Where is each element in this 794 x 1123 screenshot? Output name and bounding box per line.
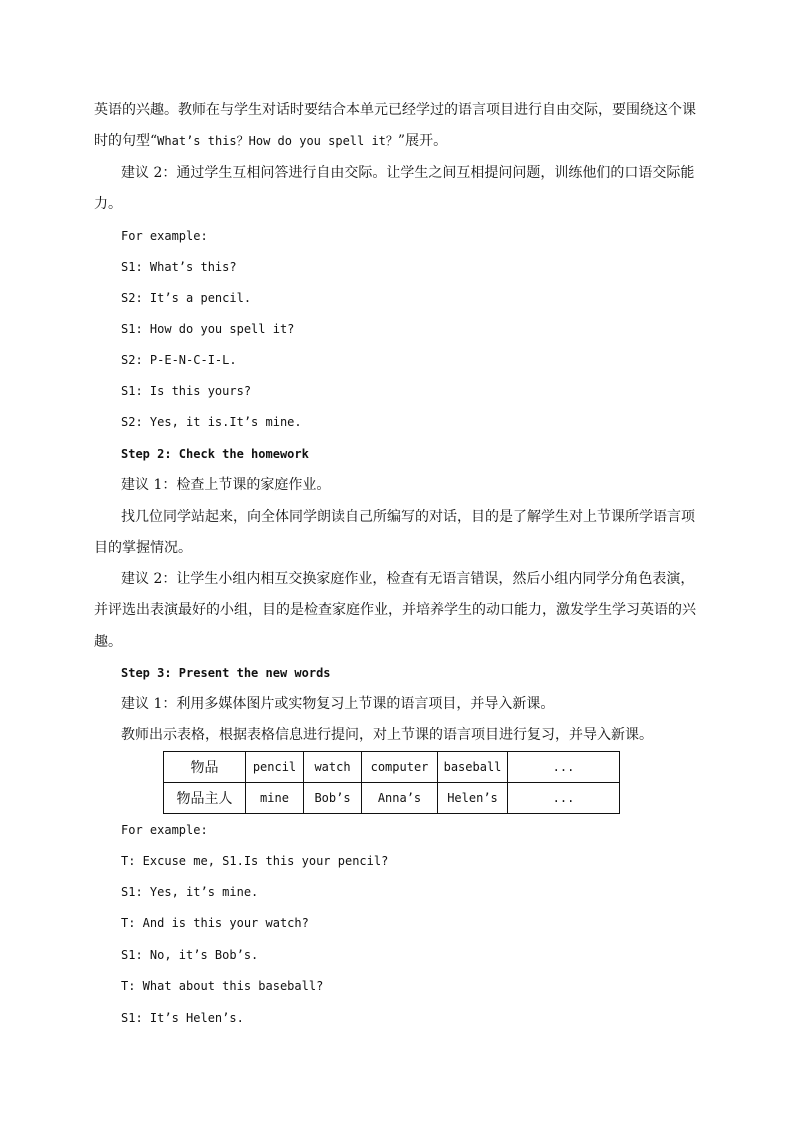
table-cell: ...: [508, 783, 620, 814]
dialogue-line: S1: No, it’s Bob’s.: [121, 948, 259, 962]
sentence-pattern: What’s this？How do you spell it？: [157, 134, 398, 148]
table-row: [164, 752, 620, 783]
example-label: For example:: [121, 229, 208, 243]
step-3-heading: Step 3: Present the new words: [121, 666, 331, 680]
table-cell: Helen’s: [438, 783, 508, 814]
text-run: ”展开。: [397, 133, 448, 149]
paragraph-line: 教师出示表格，根据表格信息进行提问，对上节课的语言项目进行复习，并导入新课。: [121, 727, 653, 743]
paragraph-line: 英语的兴趣。教师在与学生对话时要结合本单元已经学过的语言项目进行自由交际，要围绕这个课: [94, 102, 696, 118]
dialogue-line: S2: Yes, it is.It’s mine.: [121, 415, 302, 429]
table-cell: Anna’s: [362, 783, 438, 814]
paragraph-line: 找几位同学站起来，向全体同学朗读自己所编写的对话，目的是了解学生对上节课所学语言项: [121, 509, 695, 525]
table-cell: watch: [304, 752, 362, 783]
table-cell: mine: [246, 783, 304, 814]
dialogue-line: S2: P-E-N-C-I-L.: [121, 353, 237, 367]
table-cell: Bob’s: [304, 783, 362, 814]
table-cell: computer: [362, 752, 438, 783]
items-owner-table: [163, 751, 620, 814]
suggestion-2-line: 力。: [94, 196, 122, 212]
step-2-heading: Step 2: Check the homework: [121, 447, 309, 461]
table-cell: baseball: [438, 752, 508, 783]
dialogue-line: T: Excuse me, S1.Is this your pencil?: [121, 854, 389, 868]
table-cell: pencil: [246, 752, 304, 783]
dialogue-line: S2: It’s a pencil.: [121, 291, 252, 305]
dialogue-line: T: What about this baseball?: [121, 979, 324, 993]
dialogue-line: S1: Is this yours?: [121, 384, 252, 398]
step-2-suggestion-2: 建议 2：让学生小组内相互交换家庭作业，检查有无语言错误，然后小组内同学分角色表演，: [121, 571, 695, 587]
dialogue-line: T: And is this your watch?: [121, 916, 309, 930]
step-3-suggestion-1: 建议 1：利用多媒体图片或实物复习上节课的语言项目，并导入新课。: [121, 696, 555, 712]
paragraph-line: 趣。: [94, 634, 122, 650]
table-cell: 物品: [164, 752, 246, 783]
dialogue-line: S1: It’s Helen’s.: [121, 1011, 244, 1025]
table-cell: 物品主人: [164, 783, 246, 814]
paragraph-line: 并评选出表演最好的小组，目的是检查家庭作业，并培养学生的动口能力，激发学生学习英语的兴: [94, 602, 696, 618]
paragraph-line: [94, 131, 714, 151]
table-cell: ...: [508, 752, 620, 783]
suggestion-2-line: 建议 2：通过学生互相问答进行自由交际。让学生之间互相提问问题，训练他们的口语交际能: [121, 165, 695, 181]
dialogue-line: S1: What’s this?: [121, 260, 237, 274]
dialogue-line: S1: How do you spell it?: [121, 322, 295, 336]
table-row: [164, 783, 620, 814]
example-label: For example:: [121, 823, 208, 837]
text-run: 时的句型“: [94, 133, 158, 149]
dialogue-line: S1: Yes, it’s mine.: [121, 885, 259, 899]
step-2-suggestion-1: 建议 1：检查上节课的家庭作业。: [121, 477, 331, 493]
paragraph-line: 目的掌握情况。: [94, 540, 192, 556]
